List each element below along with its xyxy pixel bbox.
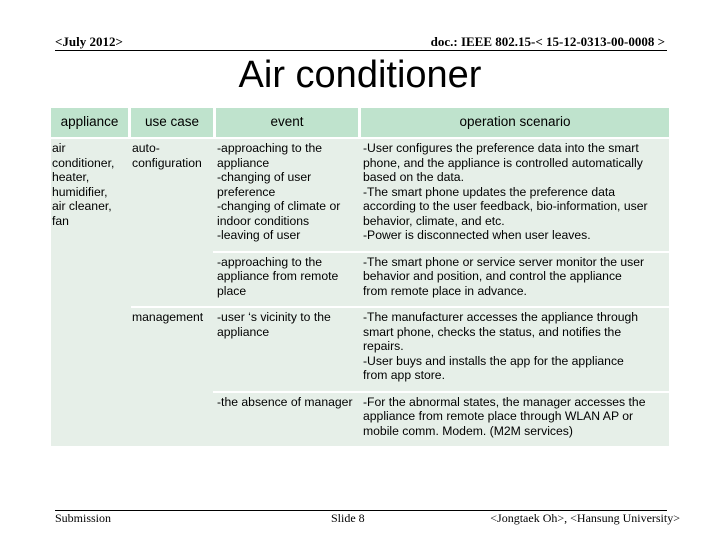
col-header-use-case: use case — [131, 108, 213, 137]
event-cell: -approaching to the appliance -changing of user preference -changing of climate or indoor conditions -leaving of user — [216, 139, 358, 251]
table-header-row — [51, 108, 669, 137]
col-header-event: event — [216, 108, 358, 137]
table-row — [51, 139, 669, 251]
col-header-operation-scenario: operation scenario — [361, 108, 669, 137]
slide-title: Air conditioner — [238, 54, 482, 96]
event-cell: -user ‘s vicinity to the appliance — [216, 308, 358, 391]
scenario-cell: -User configures the preference data into the smart phone, and the appliance is controlled automatically based on the data. -The smart phone updates the preference data according to the user feedback, bio-information, user behavior, climate, and etc. -Power is disconnected when user leaves. — [361, 139, 669, 251]
footer-slide-number: Slide 8 — [331, 511, 365, 525]
footer-author: <Jongtaek Oh>, <Hansung University> — [490, 511, 680, 525]
table-row — [51, 308, 669, 391]
scenario-table — [51, 108, 669, 446]
event-cell: -approaching to the appliance from remote place — [216, 253, 358, 307]
header-date: <July 2012> — [55, 34, 123, 49]
use-case-management: management — [131, 308, 213, 446]
scenario-cell: -For the abnormal states, the manager accesses the appliance from remote place through WLAN AP or mobile comm. Modem. (M2M services) — [361, 393, 669, 447]
use-case-auto-configuration: auto- configuration — [131, 139, 213, 306]
footer-submission: Submission — [55, 511, 112, 525]
header-divider — [55, 50, 667, 51]
col-header-appliance: appliance — [51, 108, 128, 137]
header-doc-id: doc.: IEEE 802.15-< 15-12-0313-00-0008 > — [430, 34, 665, 49]
appliance-cell: air conditioner, heater, humidifier, air cleaner, fan — [51, 139, 128, 446]
scenario-cell: -The smart phone or service server monitor the user behavior and position, and control the appliance from remote place in advance. — [361, 253, 669, 307]
event-cell: -the absence of manager — [216, 393, 358, 447]
scenario-cell: -The manufacturer accesses the appliance through smart phone, checks the status, and notifies the repairs. -User buys and installs the app for the appliance from app store. — [361, 308, 669, 391]
